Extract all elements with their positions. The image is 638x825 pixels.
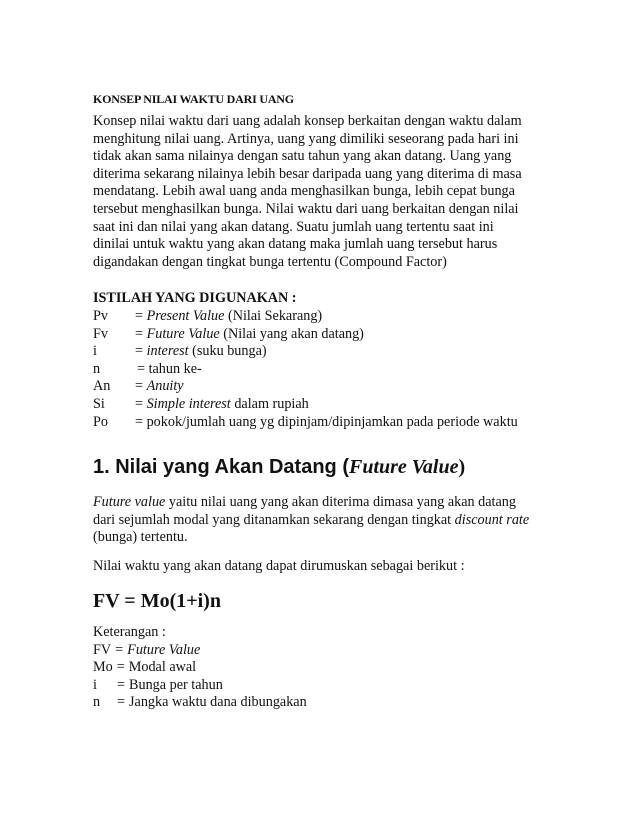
term-rest: (Nilai yang akan datang) [219, 325, 364, 342]
term-italic: interest [146, 343, 189, 360]
fv-line-italic: Future value [93, 494, 166, 510]
section-heading [93, 456, 465, 479]
legend-abbr: Mo [93, 659, 113, 676]
term-row [93, 326, 518, 344]
term-row [93, 308, 518, 326]
term-row [93, 396, 518, 414]
fv-line-italic: discount rate [454, 511, 530, 528]
legend-text: Jangka waktu dana dibungakan [129, 694, 307, 711]
legend-abbr: n [93, 694, 101, 711]
legend-row [93, 677, 307, 695]
legend-eq: = [117, 694, 126, 711]
fv-line: (bunga) tertentu. [93, 529, 188, 546]
legend-row [93, 642, 307, 660]
term-abbr: Po [93, 413, 108, 430]
section-heading-close: ) [458, 456, 466, 478]
term-row [93, 361, 518, 379]
legend-text: Modal awal [128, 659, 197, 676]
intro-line: diterima sekarang nilainya lebih besar daripada uang yang diterima di masa [93, 165, 522, 182]
term-rest: (suku bunga) [188, 343, 267, 360]
term-eq: = [135, 325, 144, 342]
legend-abbr: i [93, 676, 97, 693]
formula: FV = Mo(1+i)n [93, 590, 221, 612]
formula-intro: Nilai waktu yang akan datang dapat dirumuskan sebagai berikut : [93, 558, 465, 574]
future-value-paragraph [93, 494, 553, 547]
term-eq: = [135, 308, 144, 324]
fv-line-text: dari sejumlah modal yang ditanamkan sekarang dengan tingkat [93, 511, 455, 528]
term-italic: Present Value [146, 308, 225, 324]
terms-list [93, 308, 518, 431]
intro-line: dinilai untuk waktu yang akan datang maka jumlah uang tersebut harus [93, 236, 498, 253]
term-abbr: Fv [93, 325, 108, 342]
legend-row [93, 694, 307, 712]
fv-line [93, 494, 553, 512]
term-eq: = [137, 360, 146, 377]
term-italic: Future Value [146, 325, 220, 342]
legend-heading: Keterangan : [93, 624, 166, 640]
term-rest: tahun ke- [148, 360, 202, 377]
term-row [93, 343, 518, 361]
section-heading-text: 1. Nilai yang Akan Datang ( [93, 456, 349, 478]
intro-line: Konsep nilai waktu dari uang adalah konsep berkaitan dengan waktu dalam [93, 113, 522, 129]
intro-line: saat ini dan nilai yang akan datang. Suatu jumlah uang tertentu saat ini [93, 218, 494, 235]
term-rest: pokok/jumlah uang yg dipinjam/dipinjamkan pada periode waktu [146, 413, 518, 430]
term-eq: = [135, 395, 144, 412]
term-eq: = [135, 343, 144, 360]
term-rest: (Nilai Sekarang) [224, 308, 323, 324]
legend-eq: = [116, 659, 125, 676]
intro-line: digandakan dengan tingkat bunga tertentu (Compound Factor) [93, 253, 447, 270]
term-abbr: n [93, 360, 101, 377]
legend-italic: Future Value [127, 641, 201, 658]
fv-line-text: yaitu nilai uang yang akan diterima dimasa yang akan datang [165, 494, 516, 510]
term-italic: Anuity [146, 378, 184, 395]
intro-line: menghitung nilai uang. Artinya, uang yang dimiliki seseorang pada hari ini [93, 130, 519, 147]
intro-line: mendatang. Lebih awal uang anda menghasilkan bunga, lebih cepat bunga [93, 183, 515, 200]
legend-eq: = [115, 641, 124, 658]
document-title: KONSEP NILAI WAKTU DARI UANG [93, 92, 294, 106]
term-abbr: i [93, 343, 97, 360]
term-row [93, 414, 518, 432]
term-abbr: An [93, 378, 111, 395]
term-eq: = [135, 378, 144, 395]
term-abbr: Si [93, 395, 105, 412]
intro-paragraph [93, 113, 553, 271]
legend-row [93, 659, 307, 677]
terms-heading: ISTILAH YANG DIGUNAKAN : [93, 290, 297, 306]
intro-line: tidak akan sama nilainya dengan satu tahun yang akan datang. Uang yang [93, 148, 512, 165]
formula-legend [93, 624, 307, 712]
intro-line: tersebut menghasilkan bunga. Nilai waktu dari uang berkaitan dengan nilai [93, 200, 519, 217]
legend-text: Bunga per tahun [129, 676, 223, 693]
term-row [93, 378, 518, 396]
legend-abbr: FV [93, 641, 112, 658]
term-eq: = [135, 413, 144, 430]
section-heading-italic: Future Value [349, 456, 459, 478]
term-abbr: Pv [93, 308, 108, 324]
term-rest: dalam rupiah [230, 395, 309, 412]
term-italic: Simple interest [146, 395, 231, 412]
legend-eq: = [117, 676, 126, 693]
fv-line [93, 512, 553, 530]
